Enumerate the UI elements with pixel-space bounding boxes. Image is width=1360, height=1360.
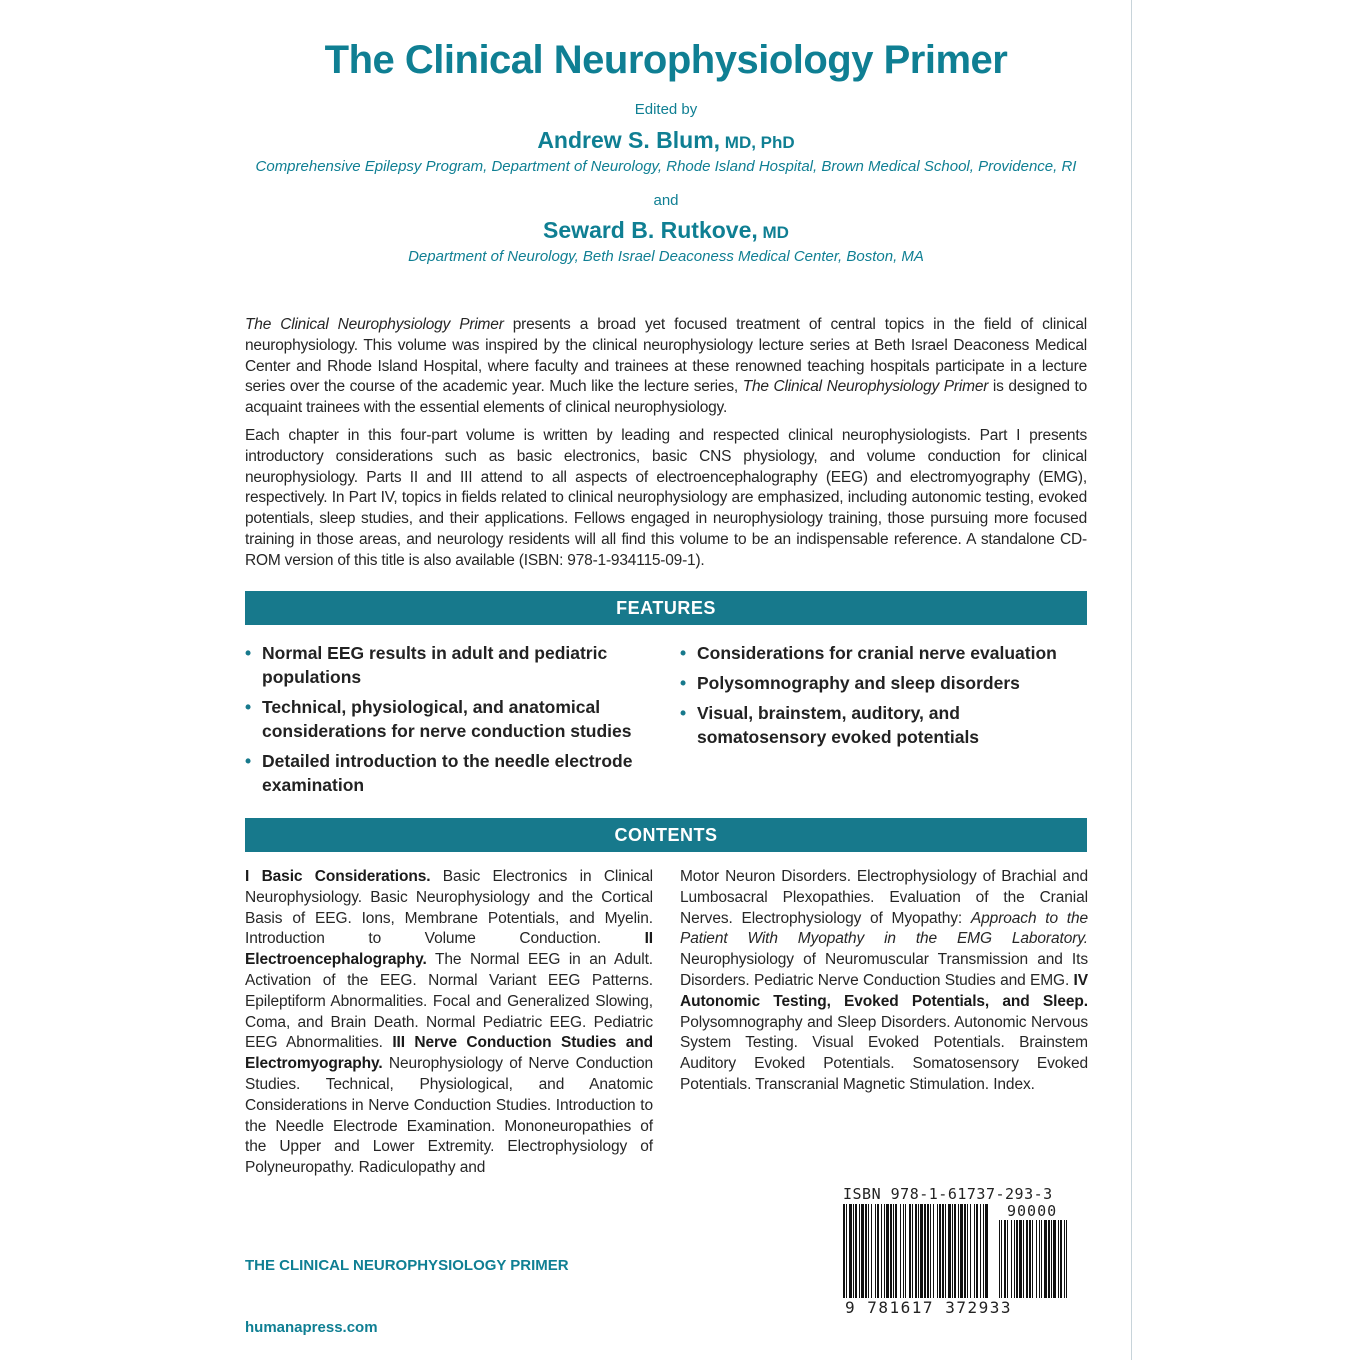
contents-column-left (245, 867, 653, 1179)
barcode-addon-bar (1041, 1220, 1042, 1298)
description-paragraph-1 (245, 315, 1087, 419)
barcode-addon-bar (1053, 1220, 1056, 1298)
barcode-addon-bar (1014, 1220, 1015, 1298)
barcode-bar (958, 1204, 959, 1298)
barcode-bar (937, 1204, 938, 1298)
barcode-addon-bar (1039, 1220, 1040, 1298)
barcode-addon-bar (1032, 1220, 1033, 1298)
barcode-bar (855, 1204, 857, 1298)
barcode-addon-bar (1011, 1220, 1012, 1298)
barcode-bar (868, 1204, 869, 1298)
barcode-icon (843, 1204, 1073, 1304)
contents-part-1: I Basic Considerations. (245, 868, 431, 885)
description-text-a: presents a broad yet focused treatment of central topics in the field of clinical neurophysiology. This volume was inspired by the clinical neurophysiology lecture series at Beth Israel Deaconess Medical Center and Rhode Island Hospital, where faculty and trainees at these renowned teaching hospitals participate in a lecture series over the course of the academic year. Much like the lecture series, (245, 316, 1087, 396)
and-label: and (653, 192, 679, 209)
description-text-2: Each chapter in this four-part volume is written by leading and respected clinical neurophysiologists. Part I presents introductory considerations such as basic electronics, basic CNS physiology, and volume conduction for clinical neurophysiology. Parts II and III attend to all aspects of electroencephalography (EEG) and electromyography (EMG), respectively. In Part IV, topics in fields related to clinical neurophysiology are emphasized, including autonomic testing, evoked potentials, sleep studies, and their applications. Fellows engaged in neurophysiology training, those pursuing more focused training in those areas, and neurology residents will all find this volume to be an indispensable reference. A standalone CD-ROM version of this title is also available (ISBN: 978-1-934115-09-1). (245, 427, 1087, 569)
barcode-bar (948, 1204, 951, 1298)
editor2-name (0, 217, 1332, 244)
editor1-affiliation: Comprehensive Epilepsy Program, Department of Neurology, Rhode Island Hospital, Brown Medical School, Providence, RI (255, 158, 1077, 175)
barcode-bar (861, 1204, 864, 1298)
footer-series-title: THE CLINICAL NEUROPHYSIOLOGY PRIMER (245, 1257, 569, 1274)
price-code: 90000 (1007, 1202, 1058, 1220)
barcode-bar (865, 1204, 867, 1298)
barcode-bar (915, 1204, 917, 1298)
barcode-bar (875, 1204, 876, 1298)
editor2-name-text: Seward B. Rutkove, (543, 217, 758, 243)
features-heading: FEATURES (245, 591, 1087, 625)
barcode-bar (942, 1204, 944, 1298)
editor1-name (0, 127, 1332, 154)
barcode-addon-bar (1001, 1220, 1002, 1298)
contents-heading: CONTENTS (245, 818, 1087, 852)
barcode-addon-bar (1066, 1220, 1067, 1298)
barcode-addon-bar (1004, 1220, 1006, 1298)
barcode-addon-bar (1060, 1220, 1062, 1298)
bullet-icon: • (680, 673, 687, 693)
contents-column-right (680, 867, 1088, 1096)
barcode-addon-bar (1029, 1220, 1031, 1298)
contents-text-4: Motor Neuron Disorders. Electrophysiology of Brachial and Lumbosacral Plexopathies. Evaluation of the Cranial Nerves. Electrophysiology of Myopathy: (680, 868, 1088, 927)
barcode-bar (954, 1204, 956, 1298)
description-paragraph-2 (245, 426, 1087, 572)
feature-text: Detailed introduction to the needle electrode examination (262, 751, 633, 795)
barcode-bar (909, 1204, 911, 1298)
barcode-bar (905, 1204, 906, 1298)
barcode-bar (900, 1204, 901, 1298)
barcode-bar (853, 1204, 854, 1298)
barcode-bar (886, 1204, 889, 1298)
barcode-bar (843, 1204, 845, 1298)
book-title: The Clinical Neurophysiology Primer (324, 38, 1008, 82)
barcode-bar (859, 1204, 860, 1298)
bullet-icon: • (680, 703, 687, 723)
contents-text-5: Neurophysiology of Neuromuscular Transmission and Its Disorders. Pediatric Nerve Conduction Studies and EMG. (680, 951, 1088, 989)
barcode-bar (884, 1204, 885, 1298)
barcode-bar (930, 1204, 931, 1298)
barcode-addon-bar (1064, 1220, 1065, 1298)
barcode-bar (903, 1204, 904, 1298)
features-list-left (245, 641, 645, 803)
feature-text: Considerations for cranial nerve evaluation (697, 643, 1057, 663)
barcode-bar (893, 1204, 894, 1298)
description-title-italic: The Clinical Neurophysiology Primer (245, 316, 504, 333)
barcode-bar (849, 1204, 852, 1298)
feature-item (245, 749, 645, 797)
barcode-bar (960, 1204, 963, 1298)
barcode-addon-bar (1044, 1220, 1047, 1298)
barcode-digits: 9 781617 372933 (845, 1298, 1012, 1317)
barcode-bar (871, 1204, 872, 1298)
contents-italic: Approach to the Patient With Myopathy in the EMG Laboratory. (680, 909, 1088, 948)
feature-text: Polysomnography and sleep disorders (697, 673, 1020, 693)
feature-item (245, 641, 645, 689)
feature-item (680, 671, 1080, 695)
barcode-bar (980, 1204, 981, 1298)
barcode-addon-bar (1048, 1220, 1050, 1298)
description-title-italic-2: The Clinical Neurophysiology Primer (742, 378, 989, 396)
publisher-url: humanapress.com (245, 1319, 378, 1336)
barcode-bar (912, 1204, 913, 1298)
barcode-addon-bar (1026, 1220, 1028, 1298)
feature-text: Visual, brainstem, auditory, and somatosensory evoked potentials (697, 703, 980, 747)
barcode-bar (920, 1204, 923, 1298)
barcode-bar (918, 1204, 919, 1298)
barcode-bar (945, 1204, 946, 1298)
barcode-addon-bar (1007, 1220, 1008, 1298)
editor2-affiliation: Department of Neurology, Beth Israel Deaconess Medical Center, Boston, MA (408, 248, 924, 265)
barcode-addon-bar (1051, 1220, 1052, 1298)
barcode-bar (927, 1204, 929, 1298)
feature-text: Technical, physiological, and anatomical considerations for nerve conduction studies (262, 697, 632, 741)
features-list-right (680, 641, 1080, 755)
bullet-icon: • (245, 751, 252, 771)
contents-text-2: The Normal EEG in an Adult. Activation of the EEG. Normal Variant EEG Patterns. Epileptiform Abnormalities. Focal and Generalized Slowing, Coma, and Brain Death. Normal Pediatric EEG. Pediatric EEG Abnormalities. (245, 951, 653, 1052)
contents-part-3: III Nerve Conduction Studies and Electromyography. (245, 1034, 653, 1073)
barcode-addon-bar (1036, 1220, 1037, 1298)
barcode-bar (970, 1204, 971, 1298)
feature-text: Normal EEG results in adult and pediatric populations (262, 643, 608, 687)
isbn-label: ISBN 978-1-61737-293-3 (843, 1185, 1053, 1203)
barcode-bar (976, 1204, 978, 1298)
bullet-icon: • (245, 697, 252, 717)
barcode-bar (846, 1204, 847, 1298)
contents-text-6: Polysomnography and Sleep Disorders. Autonomic Nervous System Testing. Visual Evoked Potentials. Brainstem Auditory Evoked Potentials. Somatosensory Evoked Potentials. Transcranial Magnetic Stimulation. Index. (680, 1013, 1088, 1093)
editor1-credentials: MD, PhD (720, 133, 795, 152)
barcode-bar (939, 1204, 941, 1298)
barcode-bar (974, 1204, 975, 1298)
barcode-bar (877, 1204, 879, 1298)
barcode-bar (952, 1204, 953, 1298)
description-text-b: is designed to acquaint trainees with the essential elements of clinical neurophysiology. (245, 378, 1087, 417)
editor1-name-text: Andrew S. Blum, (537, 127, 721, 153)
barcode-bar (933, 1204, 934, 1298)
edited-by-label: Edited by (634, 101, 698, 118)
barcode-bar (895, 1204, 897, 1298)
feature-item (245, 695, 645, 743)
editor2-credentials: MD (757, 223, 789, 242)
barcode-bar (890, 1204, 892, 1298)
bullet-icon: • (680, 643, 687, 663)
barcode-bar (983, 1204, 984, 1298)
contents-text-3: Neurophysiology of Nerve Conduction Studies. Technical, Physiological, and Anatomic Considerations in Nerve Conduction Studies. Introduction to the Needle Electrode Examination. Mononeuropathies of the Upper and Lower Extremity. Electrophysiology of Polyneuropathy. Radiculopathy and (245, 1055, 653, 1177)
contents-part-2: II Electroencephalography. (245, 930, 653, 969)
feature-item (680, 641, 1080, 665)
contents-text-1: Basic Electronics in Clinical Neurophysiology. Basic Neurophysiology and the Cortical Basis of EEG. Ions, Membrane Potentials, and Myelin. Introduction to Volume Conduction. (245, 868, 653, 948)
feature-item (680, 701, 1080, 749)
barcode-bar (985, 1204, 988, 1298)
contents-part-4: IV Autonomic Testing, Evoked Potentials, and Sleep. (680, 971, 1088, 1010)
barcode-addon-bar (999, 1220, 1000, 1298)
barcode-bar (964, 1204, 966, 1298)
barcode-addon-bar (1058, 1220, 1059, 1298)
barcode-addon-bar (1019, 1220, 1022, 1298)
bullet-icon: • (245, 643, 252, 663)
barcode-addon-bar (1016, 1220, 1018, 1298)
barcode-addon-bar (1023, 1220, 1024, 1298)
barcode-bar (924, 1204, 926, 1298)
barcode-bar (881, 1204, 882, 1298)
barcode-bar (967, 1204, 968, 1298)
